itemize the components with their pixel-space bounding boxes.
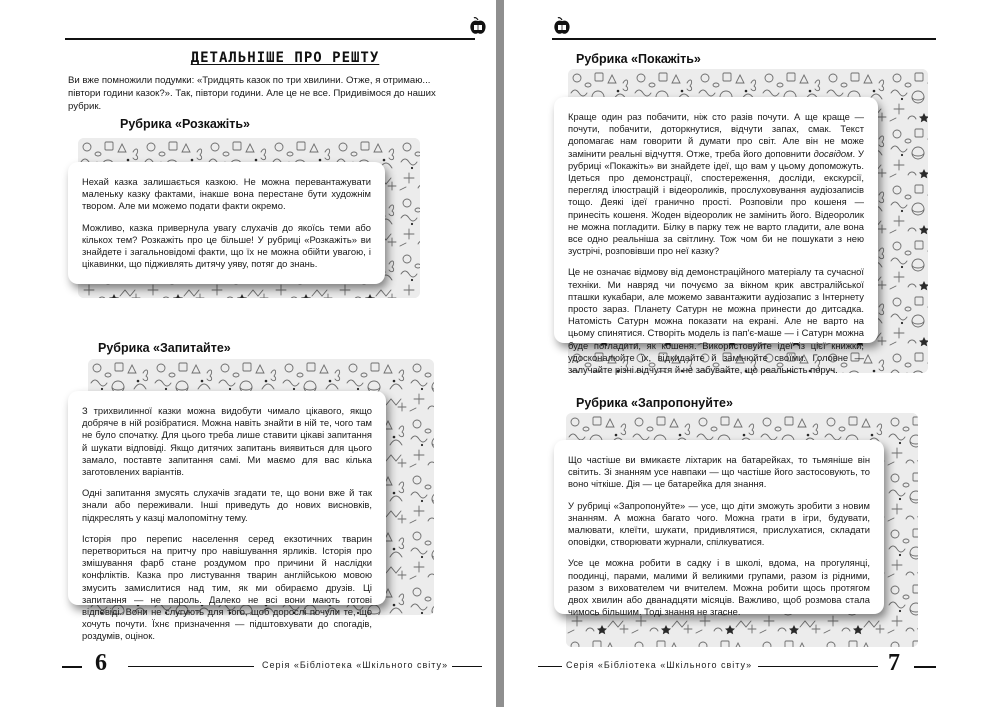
text-card-zapytaite (68, 391, 386, 642)
paragraph: Усе це можна робити в садку і в школі, вдома, на прогулянці, поодинці, парами, малими й великими групами, разом із рідними, разом з вихователем чи вчителем. Можна робити щось протягом двох хвилин або дванадцяти місяців. Важливо, щоб розмова стала чимось більшим. Тоді знання не згасне. (568, 557, 870, 618)
paragraph: Що частіше ви вмикаєте ліхтарик на батарейках, то тьмяніше він світить. Зі знанням усе навпаки — що частіше його застосовують, то воно чіткіше. Дія — це батарейка для знання. (568, 454, 870, 490)
text-card-zaproponuite (554, 440, 884, 618)
series-name: Серія «Бібліотека «Шкільного світу» (262, 660, 449, 670)
paragraph: Нехай казка залишається казкою. Не можна перевантажувати маленьку казку фактами, інакше вона перестане бути художнім твором. Але ми можемо подати факти окремо. (82, 176, 371, 212)
paragraph: Це не означає відмову від демонстраційного матеріалу та сучасної техніки. Ми навряд чи почуємо за вікном крик австралійської пташки кукабари, але можемо завантажити аудіозапис з Інтернету просто зараз. Планету Сатурн не можна принести до дитсадка. Натомість Сатурн можна показати на екрані. Але не варто на цьому спинятися. Створіть модель із пап'є-маше — і Сатурн можна буде погладити, як кошеня. Використовуйте ідеї із цієї книжки, удосконалюйте їх, відкидайте й замінюйте своїми. Головне — залучайте різні відчуття й не забувайте, що реальність поруч. (568, 266, 864, 376)
paragraph: Історія про перепис населення серед екзотичних тварин перетвориться на притчу про навішування ярликів. Історія про змішування фарб стане роздумом про причини й наслідки конфліктів. Казка про листування тварин англійською мовою змусить замислитися над тим, як ми обираємо друзів. Ці запитання — не пароль. Далеко не всі вони мають готові відповіді. Вони не слугують для того, щоб дорослі почули те, що хочуть почути. Їхнє призначення — підштовхувати до спогадів, роздумів, оцінок. (82, 532, 372, 642)
apple-book-logo-icon (468, 16, 488, 36)
footer-rule (538, 666, 562, 667)
section-heading-rozkazhit: Рубрика «Розкажіть» (120, 117, 250, 131)
header-rule (552, 38, 936, 40)
paragraph: Можливо, казка привернула увагу слухачів до якоїсь теми або кількох тем? Розкажіть про це більше! У рубриці «Розкажіть» ви знайдете і загальновідомі факти, що їх не можна обійти увагою, і цікавинки, що підживлять дитячу уяву, потяг до знань. (82, 221, 371, 270)
section-heading-pokazhit: Рубрика «Покажіть» (576, 52, 701, 66)
paragraph: З трихвилинної казки можна видобути чимало цікавого, якщо добряче в ній розібратися. Можна навіть знайти в ній те, чого там не було спочатку. Для цього треба лише ставити цікаві запитання й шукати відповіді. Якщо дитячих запитань виявиться для цього замало, поставте запитання самі. Ми маємо для вас кілька заготовлених варіантів. (82, 405, 372, 478)
section-heading-zaproponuite: Рубрика «Запропонуйте» (576, 396, 733, 410)
intro-text: Ви вже помножили подумки: «Тридцять казок по три хвилини. Отже, я отримаю... півтори години казок?». Так, півтори години. Але це не все. Придивімося до наших рубрик. (68, 75, 436, 112)
page-number: 6 (95, 650, 107, 676)
apple-book-logo-icon (552, 16, 572, 36)
paragraph: Краще один раз побачити, ніж сто разів почути. А ще краще — почути, побачити, доторкнутися, відчути запах, смак. Текст допомагає нам говорити й думати про світ. Але він не може замінити реальні відчуття. Отже, треба його доповнити досвідом. У рубриці «Покажіть» ви знайдете ідеї, що вам у цьому допоможуть. Ідеться про демонстрації, спостереження, досліди, екскурсії, перегляд ілюстрацій і відеороликів, прослуховування аудіозаписів тощо. Деякі ідеї гранично прості. Розповіли про кошеня — принесіть кошеня. Жоден відеоролик не замінить його. Відеоролик не можна погладити. Білку в парку теж не варто гладити, але вона все одно реальніша за світлину. Тож чом би не пошукати з нею зустрічі, розповівши про неї казку? (568, 111, 864, 257)
series-name: Серія «Бібліотека «Шкільного світу» (566, 660, 753, 670)
page-number: 7 (888, 650, 900, 676)
footer-rule (758, 666, 878, 667)
section-heading-zapytaite: Рубрика «Запитайте» (98, 341, 231, 355)
paragraph: Одні запитання змусять слухачів згадати те, що вони вже й так знали або переживали. Інші приведуть до нових висновків, підкреслять у казці малопомітну тему. (82, 487, 372, 523)
footer-rule (452, 666, 482, 667)
right-page (504, 0, 1000, 707)
text-card-rozkazhit (68, 162, 385, 284)
footer-rule (62, 666, 82, 668)
left-page (0, 0, 496, 707)
paragraph: У рубриці «Запропонуйте» — усе, що діти зможуть зробити з новим знанням. А можна багато чого. Можна грати в ігри, будувати, малювати, клеїти, шукати, придивлятися, прислухатися, складати оповідки, створювати журнали, спілкуватися. (568, 499, 870, 548)
footer-rule (914, 666, 936, 668)
header-rule (65, 38, 475, 40)
text-card-pokazhit (554, 97, 878, 376)
footer-rule (128, 666, 254, 667)
page-title: ДЕТАЛЬНІШЕ ПРО РЕШТУ (190, 50, 380, 66)
